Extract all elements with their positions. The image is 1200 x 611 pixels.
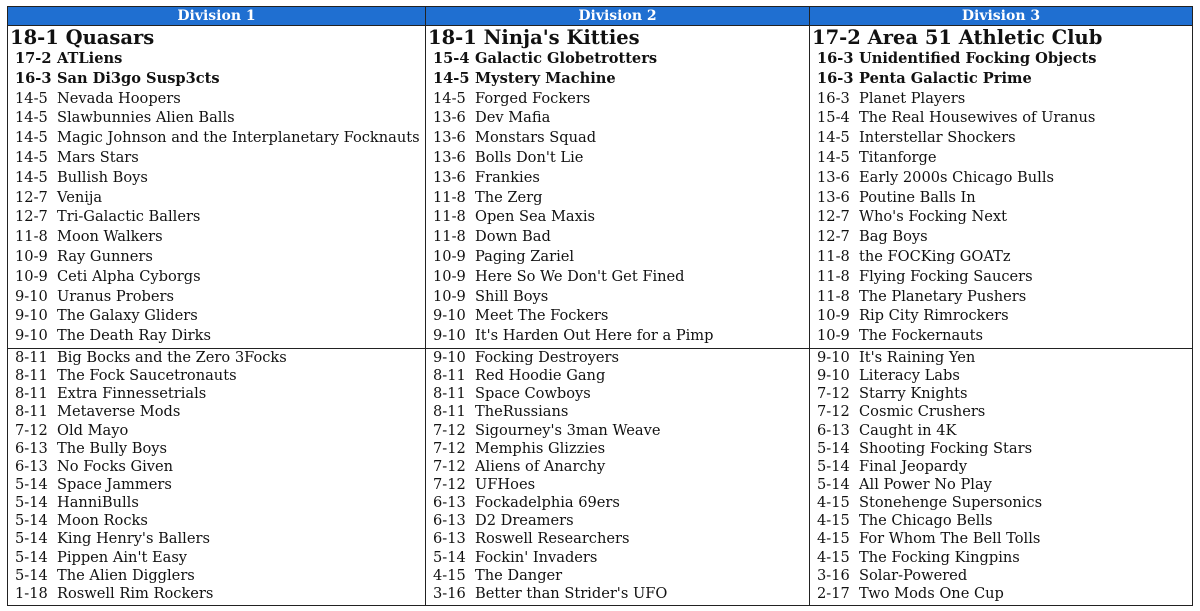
team-record: 8-11 [15, 367, 48, 385]
team-record: 9-10 [433, 327, 466, 345]
standing-row [810, 108, 1192, 128]
team-record: 8-11 [433, 403, 466, 421]
team-name: TheRussians [475, 403, 569, 421]
standing-row [810, 306, 1192, 326]
standing-row [426, 148, 809, 168]
team-record: 14-5 [433, 89, 466, 107]
team-name: Roswell Researchers [475, 530, 630, 548]
team-record: 10-9 [817, 307, 850, 325]
team-name: Fockadelphia 69ers [475, 494, 620, 512]
team-name: The Chicago Bells [859, 512, 993, 530]
standing-row [810, 422, 1192, 440]
team-name: The Galaxy Gliders [57, 307, 198, 325]
team-name: Slawbunnies Alien Balls [57, 109, 235, 127]
team-record: 10-9 [433, 287, 466, 305]
standing-row [426, 128, 809, 148]
team-record: 13-6 [433, 168, 466, 186]
standing-row [426, 349, 809, 367]
team-name: Ceti Alpha Cyborgs [57, 267, 201, 285]
standing-row [426, 476, 809, 494]
team-record: 5-14 [817, 475, 850, 493]
team-name: Final Jeopardy [859, 457, 968, 475]
team-record: 9-10 [817, 348, 850, 366]
standing-row [426, 108, 809, 128]
team-record: 9-10 [15, 307, 48, 325]
standing-row [426, 367, 809, 385]
team-name: Frankies [475, 168, 540, 186]
standing-row [810, 128, 1192, 148]
team-name: Nevada Hoopers [57, 89, 181, 107]
team-name: Moon Walkers [57, 228, 163, 246]
team-record: 10-9 [433, 267, 466, 285]
team-name: The Planetary Pushers [859, 287, 1027, 305]
standing-row [810, 567, 1192, 585]
team-record: 12-7 [15, 208, 48, 226]
standing-row [426, 385, 809, 403]
standing-row [8, 530, 425, 548]
team-record: 15-4 [433, 50, 470, 67]
team-name: San Di3go Susp3cts [57, 69, 220, 87]
team-name: It's Harden Out Here for a Pimp [475, 327, 714, 345]
team-name: Mystery Machine [475, 69, 616, 87]
standing-row [810, 49, 1192, 69]
team-record: 5-14 [15, 512, 48, 530]
standing-row [8, 227, 425, 247]
team-name: The Zerg [475, 188, 543, 206]
standing-row [426, 403, 809, 421]
team-record: 14-5 [15, 109, 48, 127]
team-name: It's Raining Yen [859, 348, 976, 366]
team-record: 8-11 [15, 403, 48, 421]
team-record: 7-12 [433, 439, 466, 457]
standing-row [8, 567, 425, 585]
team-name: the FOCKing GOATz [859, 247, 1011, 265]
standing-row [8, 207, 425, 227]
team-record: 14-5 [817, 148, 850, 166]
team-name: No Focks Given [57, 457, 174, 475]
standing-row [810, 168, 1192, 188]
team-record: 13-6 [433, 109, 466, 127]
team-name: Flying Focking Saucers [859, 267, 1033, 285]
team-name: UFHoes [475, 475, 536, 493]
team-name: Magic Johnson and the Interplanetary Focknauts [57, 129, 420, 147]
standing-row [810, 367, 1192, 385]
team-name: Meet The Fockers [475, 307, 609, 325]
team-record: 11-8 [817, 247, 850, 265]
division-header: Division 2 [426, 6, 809, 26]
standing-row [810, 585, 1192, 603]
team-record: 9-10 [433, 348, 466, 366]
team-name: Rip City Rimrockers [859, 307, 1009, 325]
division-column [810, 6, 1192, 605]
team-record: 16-3 [817, 50, 854, 67]
team-name: Memphis Glizzies [475, 439, 606, 457]
team-record: 12-7 [817, 208, 850, 226]
team-record: 9-10 [15, 327, 48, 345]
team-record: 5-14 [433, 548, 466, 566]
standing-row [810, 403, 1192, 421]
team-name: All Power No Play [859, 475, 992, 493]
team-name: Two Mods One Cup [859, 584, 1004, 602]
standing-row [810, 148, 1192, 168]
team-record: 5-14 [817, 457, 850, 475]
standing-row [426, 267, 809, 287]
standing-row [810, 385, 1192, 403]
standing-row [8, 128, 425, 148]
standing-row [8, 89, 425, 109]
team-name: Metaverse Mods [57, 403, 181, 421]
team-record: 6-13 [15, 439, 48, 457]
team-record: 4-15 [433, 566, 466, 584]
team-record: 14-5 [15, 89, 48, 107]
standing-row [810, 440, 1192, 458]
team-name: Big Bocks and the Zero 3Focks [57, 348, 287, 366]
standing-row [426, 458, 809, 476]
standing-row [426, 422, 809, 440]
team-record: 6-13 [15, 457, 48, 475]
division-leader [810, 26, 1192, 49]
team-record: 14-5 [15, 129, 48, 147]
team-name: Starry Knights [859, 385, 968, 403]
team-name: Dev Mafia [475, 109, 551, 127]
team-record: 7-12 [433, 421, 466, 439]
standing-row [8, 247, 425, 267]
team-name: Uranus Probers [57, 287, 174, 305]
team-record: 3-16 [817, 566, 850, 584]
team-record: 6-13 [817, 421, 850, 439]
team-name: Space Cowboys [475, 385, 591, 403]
standing-row [810, 287, 1192, 307]
division-leader [8, 26, 425, 49]
team-name: Galactic Globetrotters [475, 50, 658, 67]
team-name: Penta Galactic Prime [859, 69, 1032, 87]
team-name: Old Mayo [57, 421, 129, 439]
team-record: 14-5 [15, 148, 48, 166]
team-name: The Real Housewives of Uranus [859, 109, 1096, 127]
team-record: 6-13 [433, 530, 466, 548]
standing-row [426, 69, 809, 89]
team-name: Unidentified Focking Objects [859, 50, 1097, 67]
division-leader [426, 26, 809, 49]
team-name: Sigourney's 3man Weave [475, 421, 661, 439]
team-name: Shill Boys [475, 287, 549, 305]
standing-row [8, 476, 425, 494]
team-name: Literacy Labs [859, 367, 960, 385]
standing-row [8, 349, 425, 367]
division-header: Division 3 [810, 6, 1192, 26]
team-record: 13-6 [817, 188, 850, 206]
standing-row [810, 326, 1192, 346]
team-name: Early 2000s Chicago Bulls [859, 168, 1054, 186]
team-name: The Danger [475, 566, 563, 584]
team-record: 5-14 [15, 566, 48, 584]
leader-record: 18-1 [10, 26, 59, 49]
team-record: 7-12 [433, 457, 466, 475]
team-name: Interstellar Shockers [859, 129, 1016, 147]
team-name: Shooting Focking Stars [859, 439, 1033, 457]
team-name: Cosmic Crushers [859, 403, 986, 421]
team-name: Bag Boys [859, 228, 928, 246]
team-name: Who's Focking Next [859, 208, 1008, 226]
team-record: 16-3 [817, 89, 850, 107]
team-record: 11-8 [15, 228, 48, 246]
standing-row [426, 306, 809, 326]
team-record: 7-12 [15, 421, 48, 439]
leader-team: Area 51 Athletic Club [867, 26, 1103, 49]
team-record: 12-7 [817, 228, 850, 246]
team-record: 14-5 [817, 129, 850, 147]
team-name: Aliens of Anarchy [475, 457, 606, 475]
team-record: 5-14 [15, 494, 48, 512]
standing-row [426, 530, 809, 548]
team-name: Fockin' Invaders [475, 548, 598, 566]
standing-row [810, 476, 1192, 494]
team-record: 4-15 [817, 494, 850, 512]
team-name: Bolls Don't Lie [475, 148, 584, 166]
team-name: Better than Strider's UFO [475, 584, 668, 602]
team-record: 13-6 [433, 148, 466, 166]
team-name: D2 Dreamers [475, 512, 574, 530]
division-header: Division 1 [8, 6, 425, 26]
team-record: 14-5 [433, 69, 470, 87]
team-name: Extra Finnessetrials [57, 385, 207, 403]
standing-row [8, 108, 425, 128]
team-name: Red Hoodie Gang [475, 367, 606, 385]
standing-row [8, 385, 425, 403]
team-name: The Focking Kingpins [859, 548, 1020, 566]
standing-row [810, 207, 1192, 227]
team-name: ATLiens [57, 50, 123, 67]
team-record: 5-14 [15, 548, 48, 566]
division-column [8, 6, 426, 605]
leader-team: Quasars [65, 26, 155, 49]
standing-row [426, 247, 809, 267]
standing-row [8, 69, 425, 89]
team-record: 10-9 [817, 327, 850, 345]
team-record: 10-9 [15, 247, 48, 265]
team-record: 4-15 [817, 548, 850, 566]
team-record: 9-10 [817, 367, 850, 385]
standing-row [810, 349, 1192, 367]
team-record: 8-11 [433, 367, 466, 385]
standing-row [8, 49, 425, 69]
team-record: 7-12 [817, 403, 850, 421]
standing-row [810, 247, 1192, 267]
standing-row [8, 440, 425, 458]
standing-row [8, 367, 425, 385]
team-name: Mars Stars [57, 148, 139, 166]
standing-row [426, 585, 809, 603]
team-record: 13-6 [433, 129, 466, 147]
standing-row [426, 440, 809, 458]
team-record: 4-15 [817, 530, 850, 548]
team-record: 9-10 [433, 307, 466, 325]
team-record: 4-15 [817, 512, 850, 530]
standing-row [8, 403, 425, 421]
team-name: Forged Fockers [475, 89, 591, 107]
standing-row [426, 188, 809, 208]
team-name: The Fockernauts [859, 327, 984, 345]
team-name: Space Jammers [57, 475, 172, 493]
team-name: Paging Zariel [475, 247, 575, 265]
team-name: Titanforge [859, 148, 937, 166]
team-record: 16-3 [817, 69, 854, 87]
standing-row [8, 148, 425, 168]
standing-row [8, 549, 425, 567]
standing-row [426, 207, 809, 227]
team-name: Focking Destroyers [475, 348, 619, 366]
team-record: 7-12 [433, 475, 466, 493]
team-record: 17-2 [15, 50, 52, 67]
team-record: 13-6 [817, 168, 850, 186]
division-column [426, 6, 810, 605]
standing-row [426, 89, 809, 109]
standing-row [810, 69, 1192, 89]
team-name: Monstars Squad [475, 129, 597, 147]
team-name: Bullish Boys [57, 168, 148, 186]
team-record: 7-12 [817, 385, 850, 403]
standing-row [810, 549, 1192, 567]
team-record: 10-9 [15, 267, 48, 285]
standing-row [426, 49, 809, 69]
standing-row [810, 494, 1192, 512]
standing-row [426, 287, 809, 307]
team-record: 11-8 [433, 208, 466, 226]
standing-row [8, 287, 425, 307]
team-record: 14-5 [15, 168, 48, 186]
team-name: Tri-Galactic Ballers [57, 208, 201, 226]
team-record: 6-13 [433, 512, 466, 530]
team-record: 12-7 [15, 188, 48, 206]
team-record: 11-8 [817, 287, 850, 305]
team-name: Ray Gunners [57, 247, 153, 265]
standing-row [8, 458, 425, 476]
team-record: 10-9 [433, 247, 466, 265]
team-record: 5-14 [15, 530, 48, 548]
team-record: 16-3 [15, 69, 52, 87]
team-record: 8-11 [15, 385, 48, 403]
team-record: 3-16 [433, 584, 466, 602]
team-name: The Bully Boys [57, 439, 167, 457]
standing-row [810, 267, 1192, 287]
team-name: The Death Ray Dirks [57, 327, 211, 345]
team-record: 6-13 [433, 494, 466, 512]
standing-row [8, 326, 425, 346]
team-record: 11-8 [433, 228, 466, 246]
standing-row [810, 188, 1192, 208]
team-record: 8-11 [433, 385, 466, 403]
team-record: 1-18 [15, 584, 48, 602]
standing-row [426, 326, 809, 346]
team-name: King Henry's Ballers [57, 530, 210, 548]
team-name: Planet Players [859, 89, 966, 107]
standing-row [426, 549, 809, 567]
team-name: Caught in 4K [859, 421, 957, 439]
team-name: Solar-Powered [859, 566, 968, 584]
standing-row [426, 567, 809, 585]
standing-row [8, 512, 425, 530]
team-name: Pippen Ain't Easy [57, 548, 188, 566]
standing-row [426, 227, 809, 247]
standing-row [810, 458, 1192, 476]
team-name: Stonehenge Supersonics [859, 494, 1043, 512]
team-name: Roswell Rim Rockers [57, 584, 214, 602]
team-record: 5-14 [15, 475, 48, 493]
team-name: For Whom The Bell Tolls [859, 530, 1041, 548]
standing-row [810, 530, 1192, 548]
standing-row [810, 89, 1192, 109]
team-name: Here So We Don't Get Fined [475, 267, 685, 285]
standing-row [426, 494, 809, 512]
standing-row [426, 168, 809, 188]
team-record: 8-11 [15, 348, 48, 366]
standing-row [810, 227, 1192, 247]
leader-record: 18-1 [428, 26, 477, 49]
team-name: Moon Rocks [57, 512, 148, 530]
team-name: Venija [57, 188, 103, 206]
standing-row [810, 512, 1192, 530]
standings-table [7, 6, 1193, 606]
standing-row [8, 494, 425, 512]
standing-row [8, 168, 425, 188]
standing-row [8, 422, 425, 440]
team-record: 11-8 [817, 267, 850, 285]
standing-row [8, 188, 425, 208]
team-name: Poutine Balls In [859, 188, 976, 206]
team-name: The Fock Saucetronauts [57, 367, 237, 385]
team-record: 5-14 [817, 439, 850, 457]
team-name: The Alien Digglers [57, 566, 195, 584]
leader-team: Ninja's Kitties [483, 26, 640, 49]
standing-row [426, 512, 809, 530]
team-name: HanniBulls [57, 494, 139, 512]
team-record: 9-10 [15, 287, 48, 305]
team-record: 2-17 [817, 584, 850, 602]
team-name: Down Bad [475, 228, 551, 246]
team-name: Open Sea Maxis [475, 208, 595, 226]
standing-row [8, 585, 425, 603]
standing-row [8, 306, 425, 326]
standing-row [8, 267, 425, 287]
team-record: 11-8 [433, 188, 466, 206]
team-record: 15-4 [817, 109, 850, 127]
leader-record: 17-2 [812, 26, 861, 49]
